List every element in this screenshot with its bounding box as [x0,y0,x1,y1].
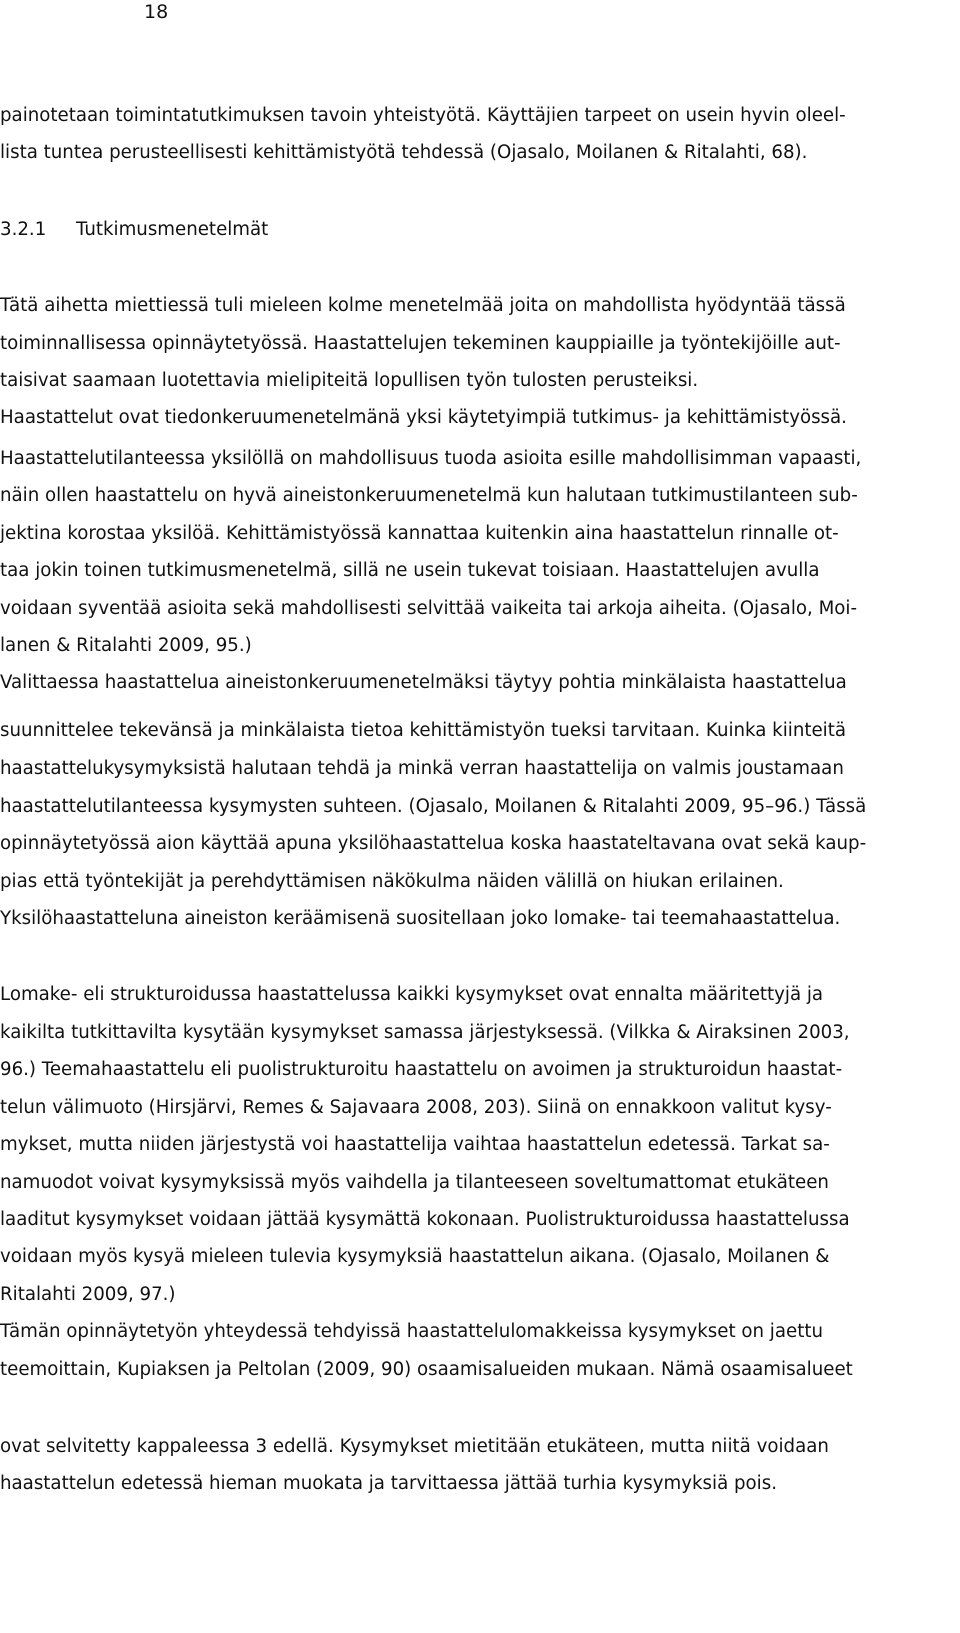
text-line: taa jokin toinen tutkimusmenetelmä, sillä ne usein tukevat toisiaan. Haastattelujen avulla [0,560,820,581]
text-line: ovat selvitetty kappaleessa 3 edellä. Kysymykset mietitään etukäteen, mutta niitä voidaan [0,1436,829,1457]
text-line: 96.) Teemahaastattelu eli puolistrukturoitu haastattelu on avoimen ja strukturoidun haastat- [0,1059,843,1080]
text-line: jektina korostaa yksilöä. Kehittämistyössä kannattaa kuitenkin aina haastattelun rinnalle ot- [0,523,839,544]
text-line: Ritalahti 2009, 97.) [0,1284,176,1305]
text-line: Haastattelutilanteessa yksilöllä on mahdollisuus tuoda asioita esille mahdollisimman vapaasti, [0,448,862,469]
text-line: haastattelukysymyksistä halutaan tehdä ja minkä verran haastattelija on valmis joustamaan [0,758,844,779]
text-line: haastattelun edetessä hieman muokata ja tarvittaessa jättää turhia kysymyksiä pois. [0,1473,777,1494]
section-number: 3.2.1 [0,219,47,240]
text-line: opinnäytetyössä aion käyttää apuna yksilöhaastattelua koska haastateltavana ovat sekä kaup- [0,833,867,854]
text-line: suunnittelee tekevänsä ja minkälaista tietoa kehittämistyön tueksi tarvitaan. Kuinka kiinteitä [0,720,847,741]
section-heading [0,217,268,243]
text-line: lista tuntea perusteellisesti kehittämistyötä tehdessä (Ojasalo, Moilanen & Ritalahti, 68). [0,142,808,163]
text-line: toiminnallisessa opinnäytetyössä. Haastattelujen tekeminen kauppiaille ja työntekijöille aut- [0,333,841,354]
text-line: voidaan syventää asioita sekä mahdollisesti selvittää vaikeita tai arkoja aiheita. (Ojasalo, Moi- [0,598,858,619]
text-line: telun välimuoto (Hirsjärvi, Remes & Sajavaara 2008, 203). Siinä on ennakkoon valitut kysy- [0,1097,832,1118]
text-line: taisivat saamaan luotettavia mielipiteitä lopullisen työn tulosten perusteiksi. [0,370,699,391]
text-line: haastattelutilanteessa kysymysten suhteen. (Ojasalo, Moilanen & Ritalahti 2009, 95–96.) Tässä [0,796,867,817]
text-line: Haastattelut ovat tiedonkeruumenetelmänä yksi käytetyimpiä tutkimus- ja kehittämistyössä. [0,407,847,428]
text-line: laaditut kysymykset voidaan jättää kysymättä kokonaan. Puolistrukturoidussa haastattelussa [0,1209,850,1230]
section-title: Tutkimusmenetelmät [76,219,269,240]
text-line: mykset, mutta niiden järjestystä voi haastattelija vaihtaa haastattelun edetessä. Tarkat sa- [0,1134,830,1155]
text-line: Tätä aihetta miettiessä tuli mieleen kolme menetelmää joita on mahdollista hyödyntää tässä [0,295,846,316]
text-line: painotetaan toimintatutkimuksen tavoin yhteistyötä. Käyttäjien tarpeet on usein hyvin oleel- [0,105,846,126]
text-line: Yksilöhaastatteluna aineiston keräämisenä suositellaan joko lomake- tai teemahaastattelua. [0,908,841,929]
text-line: pias että työntekijät ja perehdyttämisen näkökulma näiden välillä on hiukan erilainen. [0,871,784,892]
text-line: kaikilta tutkittavilta kysytään kysymykset samassa järjestyksessä. (Vilkka & Airaksinen 2003, [0,1022,850,1043]
page-number: 18 [144,1,169,23]
text-line: Tämän opinnäytetyön yhteydessä tehdyissä haastattelulomakkeissa kysymykset on jaettu [0,1321,823,1342]
text-line: teemoittain, Kupiaksen ja Peltolan (2009, 90) osaamisalueiden mukaan. Nämä osaamisalueet [0,1359,853,1380]
text-line: namuodot voivat kysymyksissä myös vaihdella ja tilanteeseen soveltumattomat etukäteen [0,1172,829,1193]
text-line: lanen & Ritalahti 2009, 95.) [0,635,252,656]
text-line: Lomake- eli strukturoidussa haastattelussa kaikki kysymykset ovat ennalta määritettyjä ja [0,984,824,1005]
text-line: Valittaessa haastattelua aineistonkeruumenetelmäksi täytyy pohtia minkälaista haastattelua [0,672,847,693]
text-line: näin ollen haastattelu on hyvä aineistonkeruumenetelmä kun halutaan tutkimustilanteen sub- [0,485,858,506]
text-line: voidaan myös kysyä mieleen tulevia kysymyksiä haastattelun aikana. (Ojasalo, Moilanen & [0,1246,830,1267]
